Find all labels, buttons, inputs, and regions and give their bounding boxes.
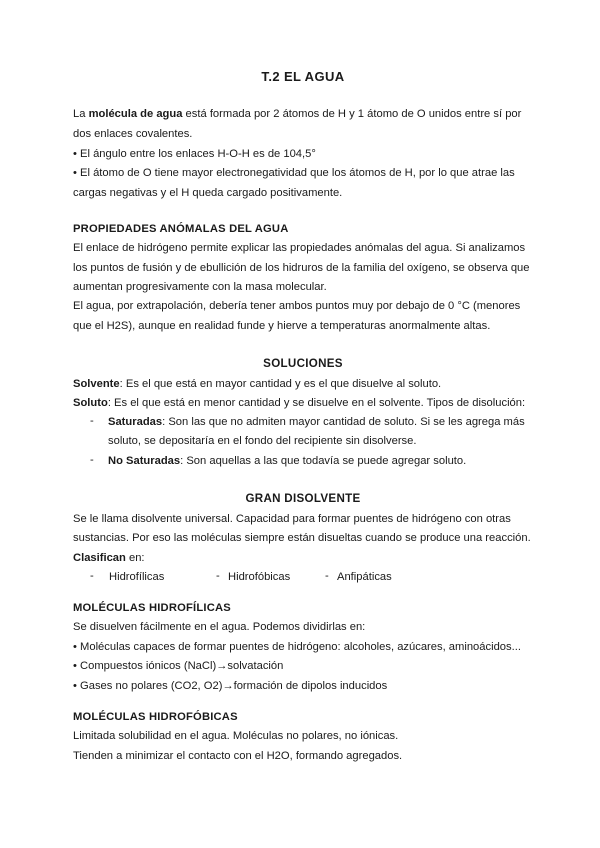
- solvente-term: Solvente: [73, 378, 120, 390]
- list-dash: -: [216, 570, 220, 582]
- hidrofobicas-line: Limitada solubilidad en el agua. Moléculas no polares, no iónicas.: [73, 730, 399, 742]
- intro-text: está formada por 2 átomos de H y 1 átomo de O unidos entre sí por: [182, 108, 522, 120]
- solvente-line: [73, 377, 441, 391]
- soluto-term: Soluto: [73, 397, 108, 409]
- intro-text: La: [73, 108, 89, 120]
- clasifican-text: en:: [125, 552, 145, 564]
- section-heading-disolvente: GRAN DISOLVENTE: [245, 492, 361, 505]
- anomalas-line: los puntos de fusión y de ebullición de los hidruros de la familia del oxígeno, se observa que: [73, 262, 530, 274]
- no-saturadas-line: [108, 454, 466, 468]
- section-heading-hidrofobicas: MOLÉCULAS HIDROFÓBICAS: [73, 711, 238, 723]
- anomalas-line: El enlace de hidrógeno permite explicar las propiedades anómalas del agua. Si analizamos: [73, 242, 526, 254]
- soluto-text: : Es el que está en menor cantidad y se disuelve en el solvente. Tipos de disolución:: [107, 397, 526, 409]
- hidrofilicas-line: Se disuelven fácilmente en el agua. Podemos dividirlas en:: [73, 621, 366, 633]
- section-heading-hidrofilicas: MOLÉCULAS HIDROFÍLICAS: [73, 602, 231, 614]
- anomalas-line: que el H2S), aunque en realidad funde y hierve a temperaturas anormalmente altas.: [73, 320, 491, 332]
- intro-line-2: dos enlaces covalentes.: [73, 128, 193, 140]
- type-hidrofobicas: Hidrofóbicas: [228, 571, 291, 583]
- saturadas-term: Saturadas: [108, 416, 163, 428]
- list-dash: -: [325, 570, 329, 582]
- hidrofobicas-line: Tienden a minimizar el contacto con el H2O, formando agregados.: [73, 750, 403, 762]
- type-hidrofilicas: Hidrofílicas: [109, 571, 165, 583]
- intro-bullet-2-line-1: • El átomo de O tiene mayor electronegatividad que los átomos de H, por lo que atrae las: [73, 167, 515, 179]
- hidrofilicas-line: • Moléculas capaces de formar puentes de hidrógeno: alcoholes, azúcares, aminoácidos...: [73, 641, 521, 653]
- page-title: T.2 EL AGUA: [261, 69, 345, 84]
- no-saturadas-text: : Son aquellas a las que todavía se puede agregar soluto.: [180, 455, 467, 467]
- hidrofilicas-line: • Compuestos iónicos (NaCl)→solvatación: [73, 660, 284, 672]
- disolvente-line-1: Se le llama disolvente universal. Capacidad para formar puentes de hidrógeno con otras: [73, 513, 511, 525]
- saturadas-text: : Son las que no admiten mayor cantidad de soluto. Si se les agrega más: [162, 416, 525, 428]
- intro-bold-term: molécula de agua: [88, 108, 183, 120]
- saturadas-line-1: [108, 415, 525, 429]
- disolvente-line-2: sustancias. Por eso las moléculas siempre están disueltas cuando se produce una reacción.: [73, 532, 531, 544]
- intro-bullet-2-line-2: cargas negativas y el H queda cargado positivamente.: [73, 187, 343, 199]
- section-heading-soluciones: SOLUCIONES: [263, 357, 343, 370]
- section-heading-anomalas: PROPIEDADES ANÓMALAS DEL AGUA: [73, 223, 289, 235]
- soluto-line: [73, 396, 525, 410]
- hidrofilicas-line: • Gases no polares (CO2, O2)→formación de dipolos inducidos: [73, 680, 388, 692]
- type-anfipaticas: Anfipáticas: [337, 571, 392, 583]
- clasifican-term: Clasifican: [73, 552, 126, 564]
- list-dash: -: [90, 454, 94, 466]
- anomalas-line: aumentan progresivamente con la masa molecular.: [73, 281, 327, 293]
- no-saturadas-term: No Saturadas: [108, 455, 181, 467]
- intro-line-1: [73, 107, 521, 121]
- clasifican-line: [73, 551, 145, 565]
- saturadas-line-2: soluto, se depositaría en el fondo del recipiente sin disolverse.: [108, 435, 417, 447]
- list-dash: -: [90, 570, 94, 582]
- intro-bullet-1: • El ángulo entre los enlaces H-O-H es de 104,5°: [73, 148, 316, 160]
- solvente-text: : Es el que está en mayor cantidad y es el que disuelve al soluto.: [119, 378, 442, 390]
- anomalas-line: El agua, por extrapolación, debería tener ambos puntos muy por debajo de 0 °C (menores: [73, 300, 521, 312]
- list-dash: -: [90, 415, 94, 427]
